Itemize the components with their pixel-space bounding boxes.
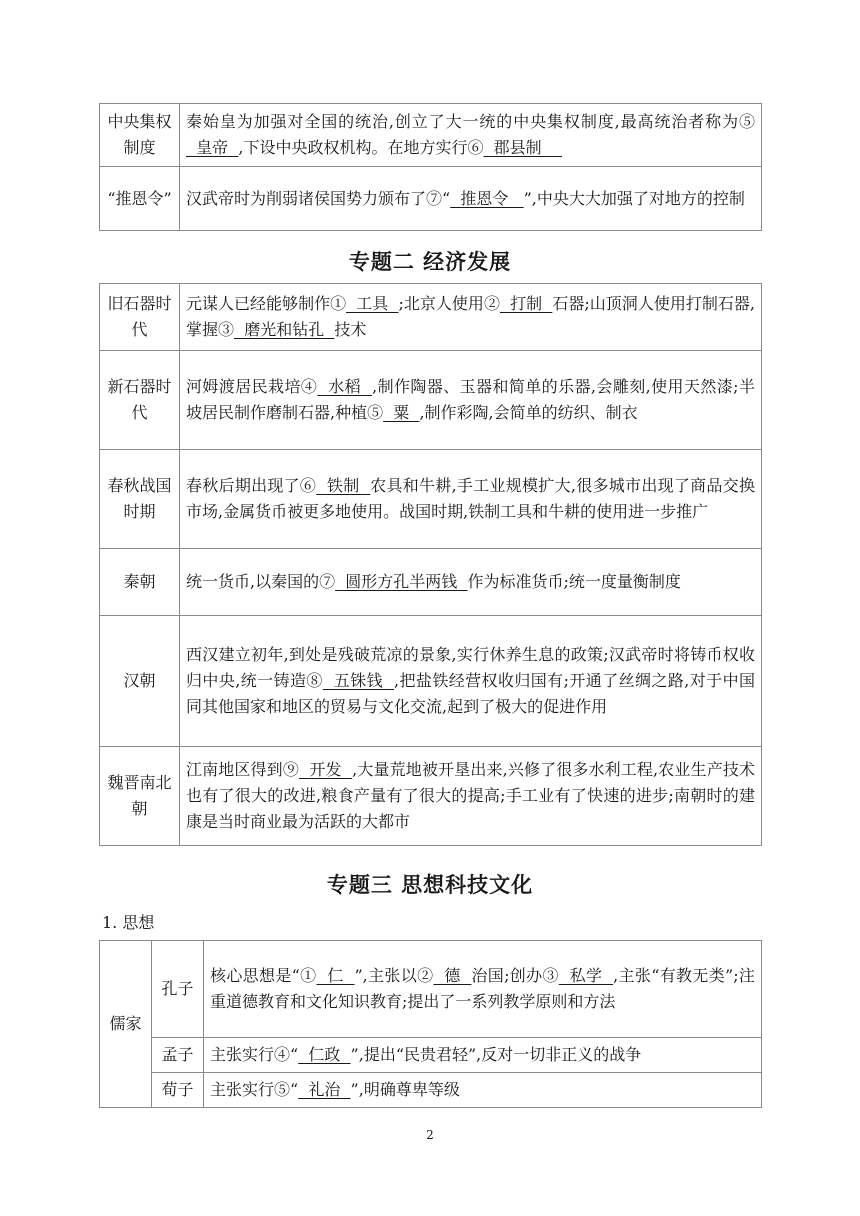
table-row [100, 351, 762, 450]
row-content: 主张实行④“ 仁政 ”,提出“民贵君轻”,反对一切非正义的战争 [204, 1038, 762, 1073]
economy-table [99, 283, 762, 846]
section-title: 专题二 经济发展 [348, 250, 512, 274]
answer-blank: 郡县制 [483, 138, 562, 157]
table-row [100, 941, 762, 1038]
answer-blank: 私学 [558, 966, 614, 985]
table-row [100, 104, 762, 167]
answer-blank: 粟 [383, 403, 420, 422]
row-label: 汉朝 [100, 616, 180, 747]
row-label: 中央集权制度 [100, 104, 180, 167]
subsection-title: 1. 思想 [102, 913, 155, 932]
row-label: 荀子 [152, 1073, 204, 1108]
answer-blank: 礼治 [298, 1080, 351, 1099]
answer-blank: 工具 [346, 294, 399, 313]
row-content: 河姆渡居民栽培④ 水稻 ,制作陶器、玉器和简单的乐器,会雕刻,使用天然漆;半坡居民制作磨制石器,种植⑤ 粟 ,制作彩陶,会简单的纺织、制衣 [180, 351, 762, 450]
row-content: 核心思想是“① 仁 ”,主张以② 德 治国;创办③ 私学 ,主张“有教无类”;注重道德教育和文化知识教育;提出了一系列教学原则和方法 [204, 941, 762, 1038]
answer-blank: 打制 [499, 294, 553, 313]
row-label: 孟子 [152, 1038, 204, 1073]
table-row [100, 450, 762, 549]
politics-table-continued [99, 103, 762, 231]
row-label: 秦朝 [100, 549, 180, 616]
row-content: 西汉建立初年,到处是残破荒凉的景象,实行休养生息的政策;汉武帝时将铸币权收归中央,统一铸造⑧ 五铢钱 ,把盐铁经营权收归国有;开通了丝绸之路,对于中国同其他国家和地区的贸易与文化交流,起到了极大的促进作用 [180, 616, 762, 747]
answer-blank: 仁 [316, 966, 355, 985]
table-row [100, 616, 762, 747]
group-label: 儒家 [100, 941, 152, 1108]
table-row [100, 167, 762, 231]
section-title: 专题三 思想科技文化 [326, 873, 534, 897]
row-label: 新石器时代 [100, 351, 180, 450]
answer-blank: 仁政 [298, 1045, 351, 1064]
row-label: 春秋战国时期 [100, 450, 180, 549]
row-label: 旧石器时代 [100, 284, 180, 351]
table-row [100, 1073, 762, 1108]
row-content: 江南地区得到⑨ 开发 ,大量荒地被开垦出来,兴修了很多水利工程,农业生产技术也有了很大的改进,粮食产量有了很大的提高;手工业有了快速的进步;南朝时的建康是当时商业最为活跃的大都市 [180, 747, 762, 846]
row-label: “推恩令” [100, 167, 180, 231]
row-label: 魏晋南北朝 [100, 747, 180, 846]
page-number: 2 [426, 1128, 434, 1142]
answer-blank: 推恩令 [450, 188, 524, 208]
row-content: 元谋人已经能够制作① 工具 ;北京人使用② 打制 石器;山顶洞人使用打制石器,掌握③ 磨光和钻孔 技术 [180, 284, 762, 351]
thought-table [99, 940, 762, 1108]
answer-blank: 开发 [298, 760, 353, 779]
row-content: 春秋后期出现了⑥ 铁制 农具和牛耕,手工业规模扩大,很多城市出现了商品交换市场,金属货币被更多地使用。战国时期,铁制工具和牛耕的使用进一步推广 [180, 450, 762, 549]
table-row [100, 284, 762, 351]
answer-blank: 五铢钱 [322, 671, 394, 690]
answer-blank: 水稻 [317, 377, 373, 396]
row-content: 秦始皇为加强对全国的统治,创立了大一统的中央集权制度,最高统治者称为⑤ 皇帝 ,下设中央政权机构。在地方实行⑥ 郡县制 [180, 104, 762, 167]
table-row [100, 747, 762, 846]
answer-blank: 铁制 [316, 476, 371, 495]
answer-blank: 德 [433, 966, 472, 985]
table-row [100, 549, 762, 616]
answer-blank: 皇帝 [186, 138, 239, 157]
answer-blank: 圆形方孔半两钱 [335, 572, 468, 591]
row-content: 主张实行⑤“ 礼治 ”,明确尊卑等级 [204, 1073, 762, 1108]
row-label: 孔子 [152, 941, 204, 1038]
row-content: 汉武帝时为削弱诸侯国势力颁布了⑦“ 推恩令 ”,中央大大加强了对地方的控制 [180, 167, 762, 231]
table-row [100, 1038, 762, 1073]
row-content: 统一货币,以秦国的⑦ 圆形方孔半两钱 作为标准货币;统一度量衡制度 [180, 549, 762, 616]
answer-blank: 磨光和钻孔 [234, 320, 335, 339]
